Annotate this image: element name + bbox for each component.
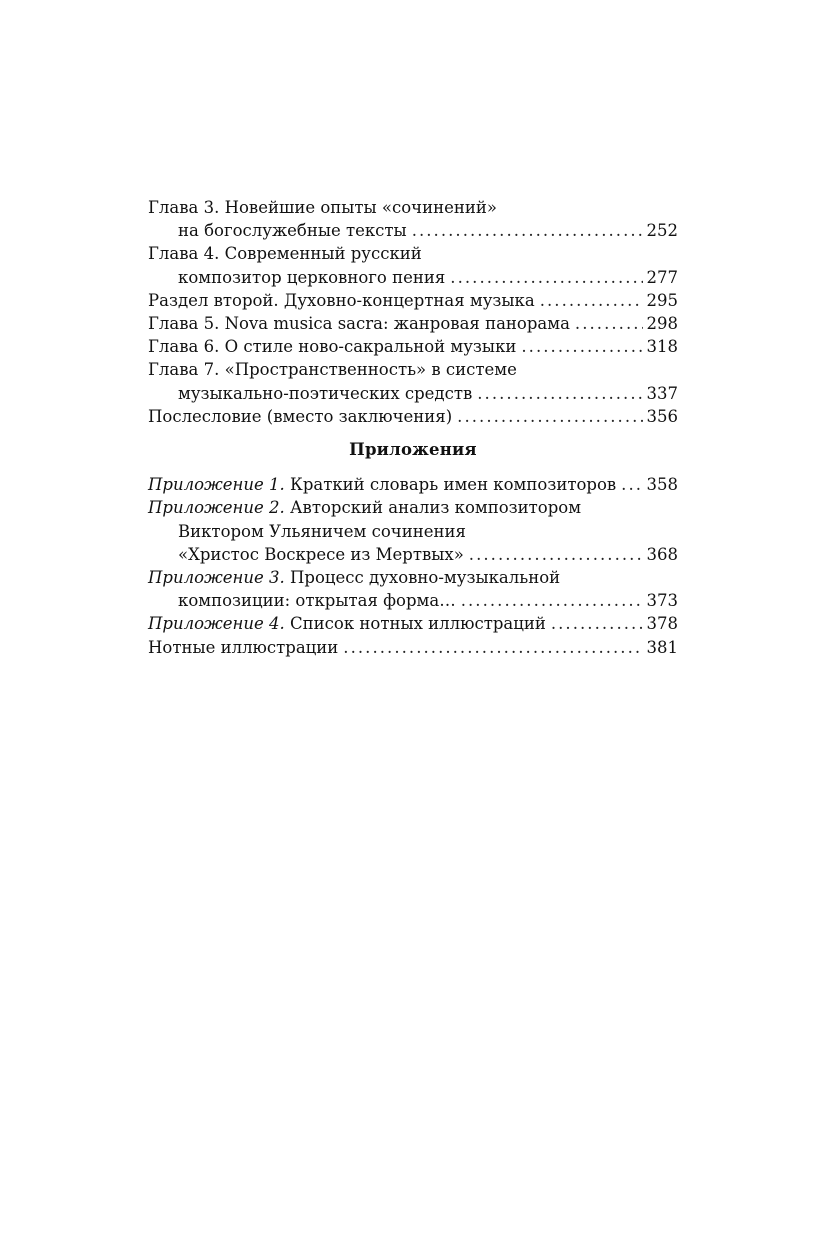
toc-entry-appendix-1[interactable] bbox=[148, 473, 678, 496]
toc-entry-title: Послесловие (вместо заключения) bbox=[148, 406, 453, 426]
table-of-contents bbox=[148, 196, 678, 659]
toc-entry-title: Глава 3. Новейшие опыты «сочинений» bbox=[148, 198, 497, 217]
toc-entry-title: Глава 7. «Пространственность» в системе bbox=[148, 360, 517, 380]
dot-leader bbox=[521, 335, 642, 358]
toc-entry-title-cont: музыкально-поэтических средств bbox=[178, 383, 473, 403]
page-number: 373 bbox=[646, 591, 678, 611]
appendix-label: Приложение 3. bbox=[148, 568, 285, 588]
toc-line bbox=[148, 496, 678, 519]
toc-entry-appendix-4[interactable] bbox=[148, 612, 678, 635]
toc-entry-title: Раздел второй. Духовно-концертная музыка bbox=[148, 290, 535, 310]
toc-entry-title-cont: Виктором Ульяничем сочинения bbox=[178, 521, 466, 541]
toc-entry-title: Краткий словарь имен композиторов bbox=[290, 475, 617, 495]
toc-entry-title: Глава 5. Nova musica sacra: жанровая панорама bbox=[148, 314, 570, 334]
toc-line bbox=[148, 289, 678, 312]
toc-line bbox=[148, 566, 678, 589]
toc-entry-title: Список нотных иллюстраций bbox=[290, 614, 546, 634]
page-number: 298 bbox=[646, 314, 678, 334]
toc-entry-afterword[interactable] bbox=[148, 405, 678, 428]
toc-entry-chapter-3[interactable] bbox=[148, 196, 678, 242]
page-number: 356 bbox=[646, 406, 678, 426]
toc-entry-title-cont: композиции: открытая форма… bbox=[178, 591, 456, 611]
toc-entry-music-illustrations[interactable] bbox=[148, 636, 678, 659]
page-number: 295 bbox=[646, 290, 678, 310]
toc-entry-chapter-5[interactable] bbox=[148, 312, 678, 335]
toc-entry-title-cont: «Христос Воскресе из Мертвых» bbox=[178, 544, 464, 564]
toc-line bbox=[148, 382, 678, 405]
toc-line bbox=[148, 242, 678, 265]
appendix-label: Приложение 2. bbox=[148, 498, 285, 518]
toc-entry-title: Авторский анализ композитором bbox=[290, 498, 582, 518]
appendix-label: Приложение 4. bbox=[148, 614, 285, 634]
dot-leader bbox=[457, 405, 642, 428]
dot-leader bbox=[477, 382, 642, 405]
toc-line bbox=[148, 219, 678, 242]
toc-line bbox=[148, 335, 678, 358]
toc-line bbox=[148, 473, 678, 496]
page-number: 337 bbox=[646, 383, 678, 403]
toc-entry-title-cont: на богослужебные тексты bbox=[178, 221, 407, 241]
page-number: 378 bbox=[646, 614, 678, 634]
dot-leader bbox=[450, 266, 642, 289]
toc-entry-appendix-3[interactable] bbox=[148, 566, 678, 612]
dot-leader bbox=[461, 589, 643, 612]
page-number: 358 bbox=[646, 475, 678, 495]
toc-entry-title: Процесс духовно-музыкальной bbox=[290, 568, 561, 588]
dot-leader bbox=[469, 543, 643, 566]
toc-entry-title: Глава 6. О стиле ново-сакральной музыки bbox=[148, 337, 517, 357]
page-number: 368 bbox=[646, 544, 678, 564]
toc-entry-title: Нотные иллюстрации bbox=[148, 637, 339, 657]
page-number: 318 bbox=[646, 337, 678, 357]
appendix-label: Приложение 1. bbox=[148, 475, 285, 495]
toc-line bbox=[148, 589, 678, 612]
dot-leader bbox=[551, 612, 643, 635]
toc-line bbox=[148, 543, 678, 566]
toc-entry-chapter-4[interactable] bbox=[148, 242, 678, 288]
toc-entry-title: Глава 4. Современный русский bbox=[148, 244, 422, 264]
dot-leader bbox=[621, 473, 642, 496]
toc-entry-chapter-7[interactable] bbox=[148, 358, 678, 404]
page-number: 381 bbox=[646, 637, 678, 657]
toc-line bbox=[148, 520, 678, 543]
toc-line bbox=[148, 612, 678, 635]
toc-line bbox=[148, 196, 678, 219]
toc-entry-title-cont: композитор церковного пения bbox=[178, 267, 446, 287]
page-number: 277 bbox=[646, 267, 678, 287]
toc-line bbox=[148, 266, 678, 289]
toc-line bbox=[148, 405, 678, 428]
toc-line bbox=[148, 312, 678, 335]
toc-line bbox=[148, 636, 678, 659]
toc-entry-chapter-6[interactable] bbox=[148, 335, 678, 358]
dot-leader bbox=[343, 636, 642, 659]
page-number: 252 bbox=[646, 221, 678, 241]
toc-entry-section-2[interactable] bbox=[148, 289, 678, 312]
appendix-heading: Приложения bbox=[349, 440, 477, 460]
toc-entry-appendix-2[interactable] bbox=[148, 496, 678, 566]
dot-leader bbox=[412, 219, 643, 242]
dot-leader bbox=[540, 289, 643, 312]
dot-leader bbox=[575, 312, 643, 335]
toc-line bbox=[148, 358, 678, 381]
